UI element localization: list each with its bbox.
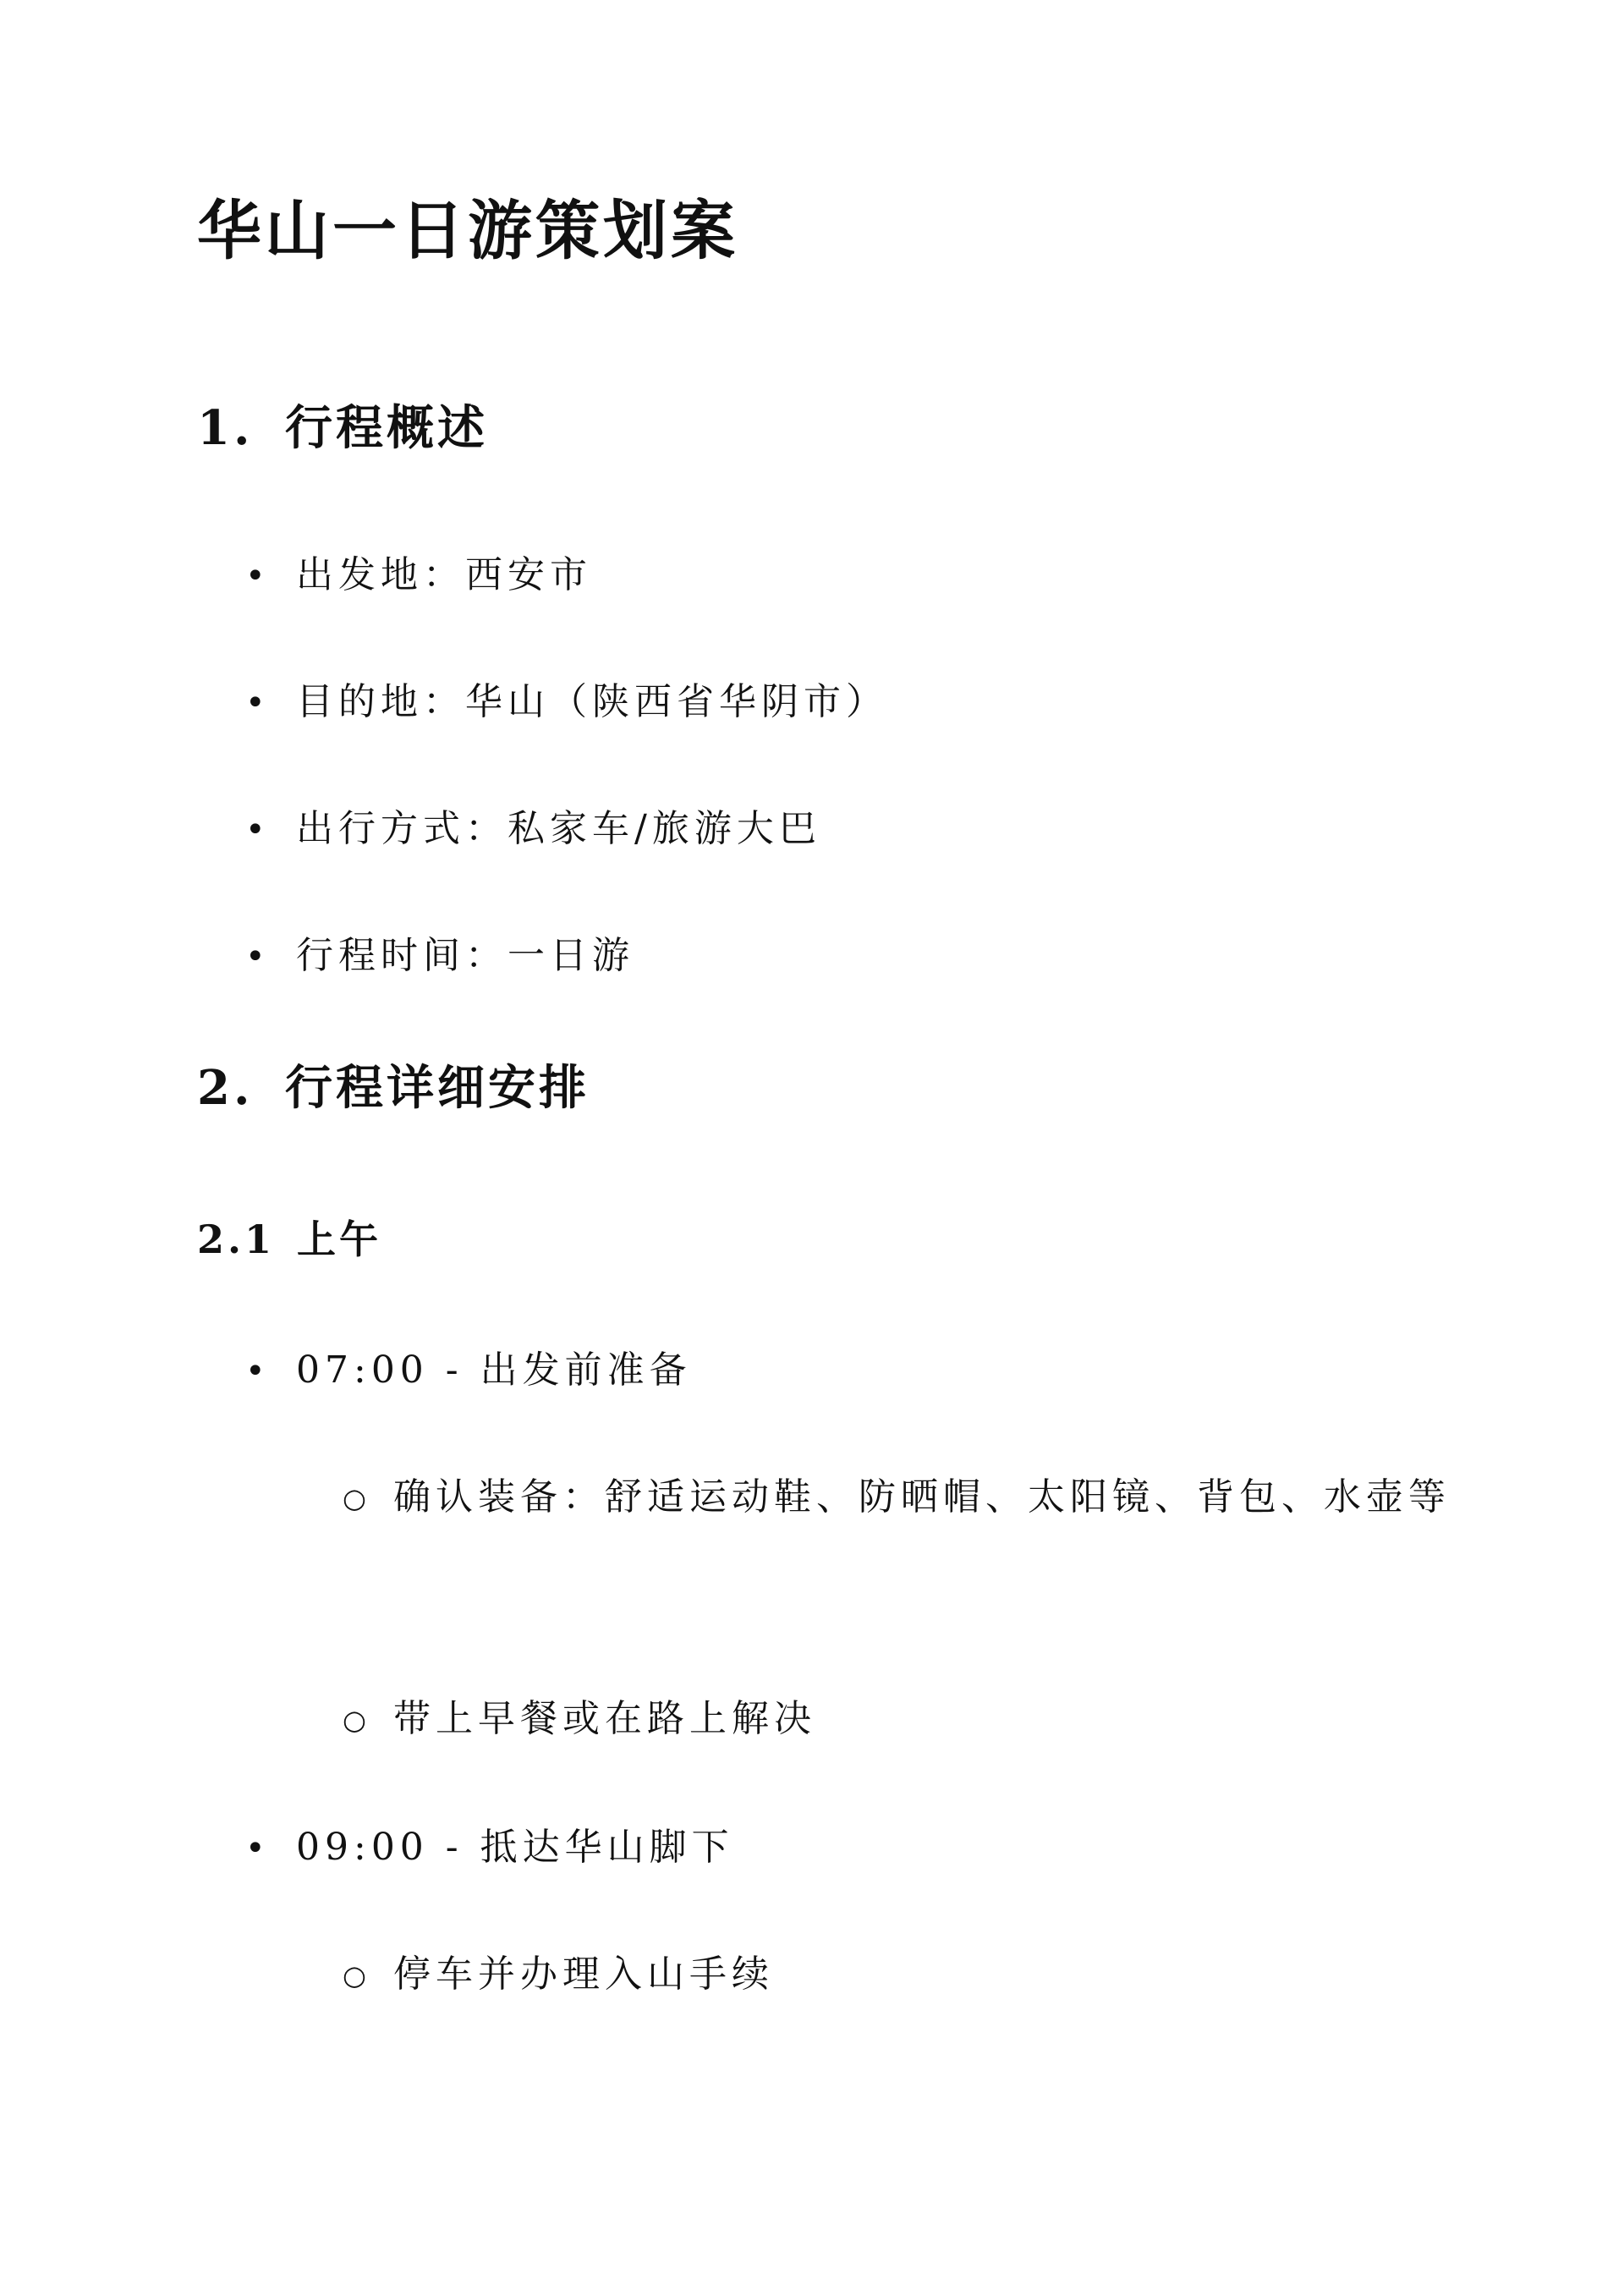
list-item-text: 行程时间：一日游 <box>296 934 634 977</box>
subsection-heading-morning <box>197 1217 381 1262</box>
list-item-text: 07:00 - 出发前准备 <box>296 1348 692 1392</box>
sub-list-item <box>343 1953 774 1996</box>
list-item-text: 出发地：西安市 <box>296 553 592 596</box>
document-title: 华山一日游策划案 <box>197 193 738 268</box>
list-item-text: 目的地：华山（陕西省华阴市） <box>296 680 888 723</box>
sub-list-item-text: 确认装备：舒适运动鞋、防晒帽、太阳镜、背包、水壶等 <box>393 1475 1451 1519</box>
circle-bullet-icon: ○ <box>343 1704 371 1736</box>
sub-list-item-text: 停车并办理入山手续 <box>393 1953 774 1996</box>
list-item <box>245 934 634 977</box>
section-heading-overview <box>197 400 488 456</box>
subsection-number: 2.1 <box>197 1217 276 1262</box>
bullet-icon: • <box>245 684 271 722</box>
list-item <box>245 1348 692 1392</box>
sub-list-item-text: 带上早餐或在路上解决 <box>393 1697 816 1740</box>
list-item <box>245 1826 734 1869</box>
list-item-text: 出行方式：私家车/旅游大巴 <box>296 807 821 850</box>
section-number: 1. <box>197 400 254 456</box>
circle-bullet-icon: ○ <box>343 1959 371 1991</box>
list-item <box>245 807 821 850</box>
section-heading-schedule <box>197 1060 590 1116</box>
section-title: 行程详细安排 <box>285 1060 590 1116</box>
sub-list-item <box>343 1697 816 1740</box>
circle-bullet-icon: ○ <box>343 1482 371 1514</box>
bullet-icon: • <box>245 810 271 849</box>
bullet-icon: • <box>245 1352 271 1391</box>
section-title: 行程概述 <box>285 400 488 456</box>
list-item <box>245 680 888 723</box>
sub-list-item <box>343 1475 1468 1545</box>
list-item <box>245 553 592 596</box>
bullet-icon: • <box>245 937 271 976</box>
bullet-icon: • <box>245 557 271 596</box>
list-item-text: 09:00 - 抵达华山脚下 <box>296 1826 734 1869</box>
section-number: 2. <box>197 1060 254 1116</box>
subsection-title: 上午 <box>297 1217 381 1262</box>
bullet-icon: • <box>245 1829 271 1868</box>
